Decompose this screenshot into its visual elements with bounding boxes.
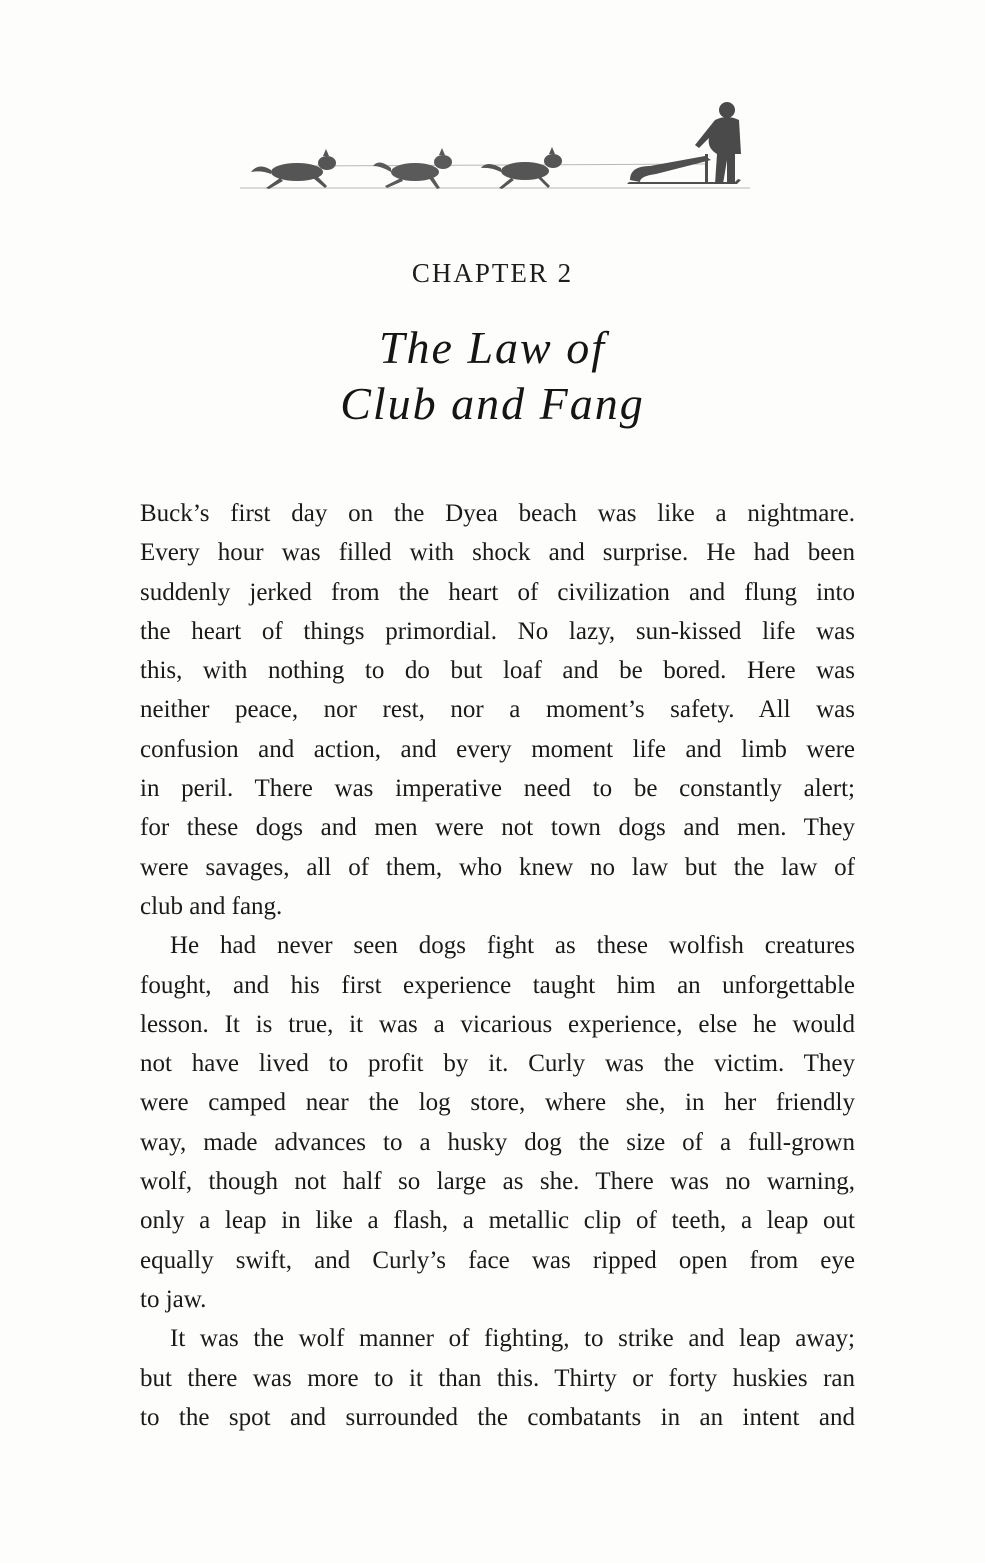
paragraph-2	[140, 926, 855, 1319]
text-line: He had never seen dogs fight as these wolfish creatures	[170, 932, 855, 960]
text-line: confusion and action, and every moment life and limb were	[140, 735, 855, 763]
text-line: suddenly jerked from the heart of civilization and flung into	[140, 578, 855, 606]
text-line: this, with nothing to do but loaf and be bored. Here was	[140, 657, 855, 685]
text-line: to the spot and surrounded the combatants in an intent and	[140, 1403, 855, 1431]
chapter-title-line-1: The Law of	[378, 322, 607, 373]
paragraph-3	[140, 1319, 855, 1437]
text-line: for these dogs and men were not town dogs and men. They	[140, 814, 855, 842]
paragraph-1	[140, 494, 855, 926]
text-line: were savages, all of them, who knew no law but the law of	[140, 853, 855, 881]
text-line: but there was more to it than this. Thirty or forty huskies ran	[140, 1364, 855, 1392]
text-line: neither peace, nor rest, nor a moment’s safety. All was	[140, 696, 855, 724]
chapter-label: CHAPTER 2	[411, 258, 574, 288]
text-line: lesson. It is true, it was a vicarious experience, else he would	[140, 1010, 855, 1038]
text-line: Every hour was filled with shock and surprise. He had been	[140, 539, 855, 567]
musher-icon	[695, 102, 741, 184]
text-line: only a leap in like a flash, a metallic clip of teeth, a leap out	[140, 1207, 855, 1235]
text-line: wolf, though not half so large as she. There was no warning,	[140, 1168, 855, 1196]
text-line: way, made advances to a husky dog the size of a full-grown	[140, 1128, 855, 1156]
text-line: to jaw.	[140, 1285, 207, 1313]
text-line: the heart of things primordial. No lazy, sun-kissed life was	[140, 617, 855, 645]
text-line: were camped near the log store, where she, in her friendly	[140, 1089, 855, 1117]
dog-icon-2	[373, 148, 452, 189]
text-line: Buck’s first day on the Dyea beach was like a nightmare.	[140, 500, 855, 527]
text-line: equally swift, and Curly’s face was ripped open from eye	[140, 1246, 855, 1274]
dog-icon-1	[251, 149, 336, 189]
text-line: not have lived to profit by it. Curly was the victim. They	[140, 1050, 855, 1078]
chapter-title	[0, 320, 985, 432]
tow-line	[295, 164, 705, 166]
text-line: It was the wolf manner of fighting, to strike and leap away;	[170, 1325, 855, 1353]
text-line: in peril. There was imperative need to be constantly alert;	[140, 775, 855, 803]
dog-sled-illustration	[235, 92, 755, 202]
text-line: fought, and his first experience taught him an unforgettable	[140, 971, 855, 999]
dog-icon-3	[481, 147, 562, 189]
chapter-body	[140, 494, 855, 1437]
chapter-title-line-2: Club and Fang	[340, 378, 645, 429]
text-line: club and fang.	[140, 892, 283, 920]
